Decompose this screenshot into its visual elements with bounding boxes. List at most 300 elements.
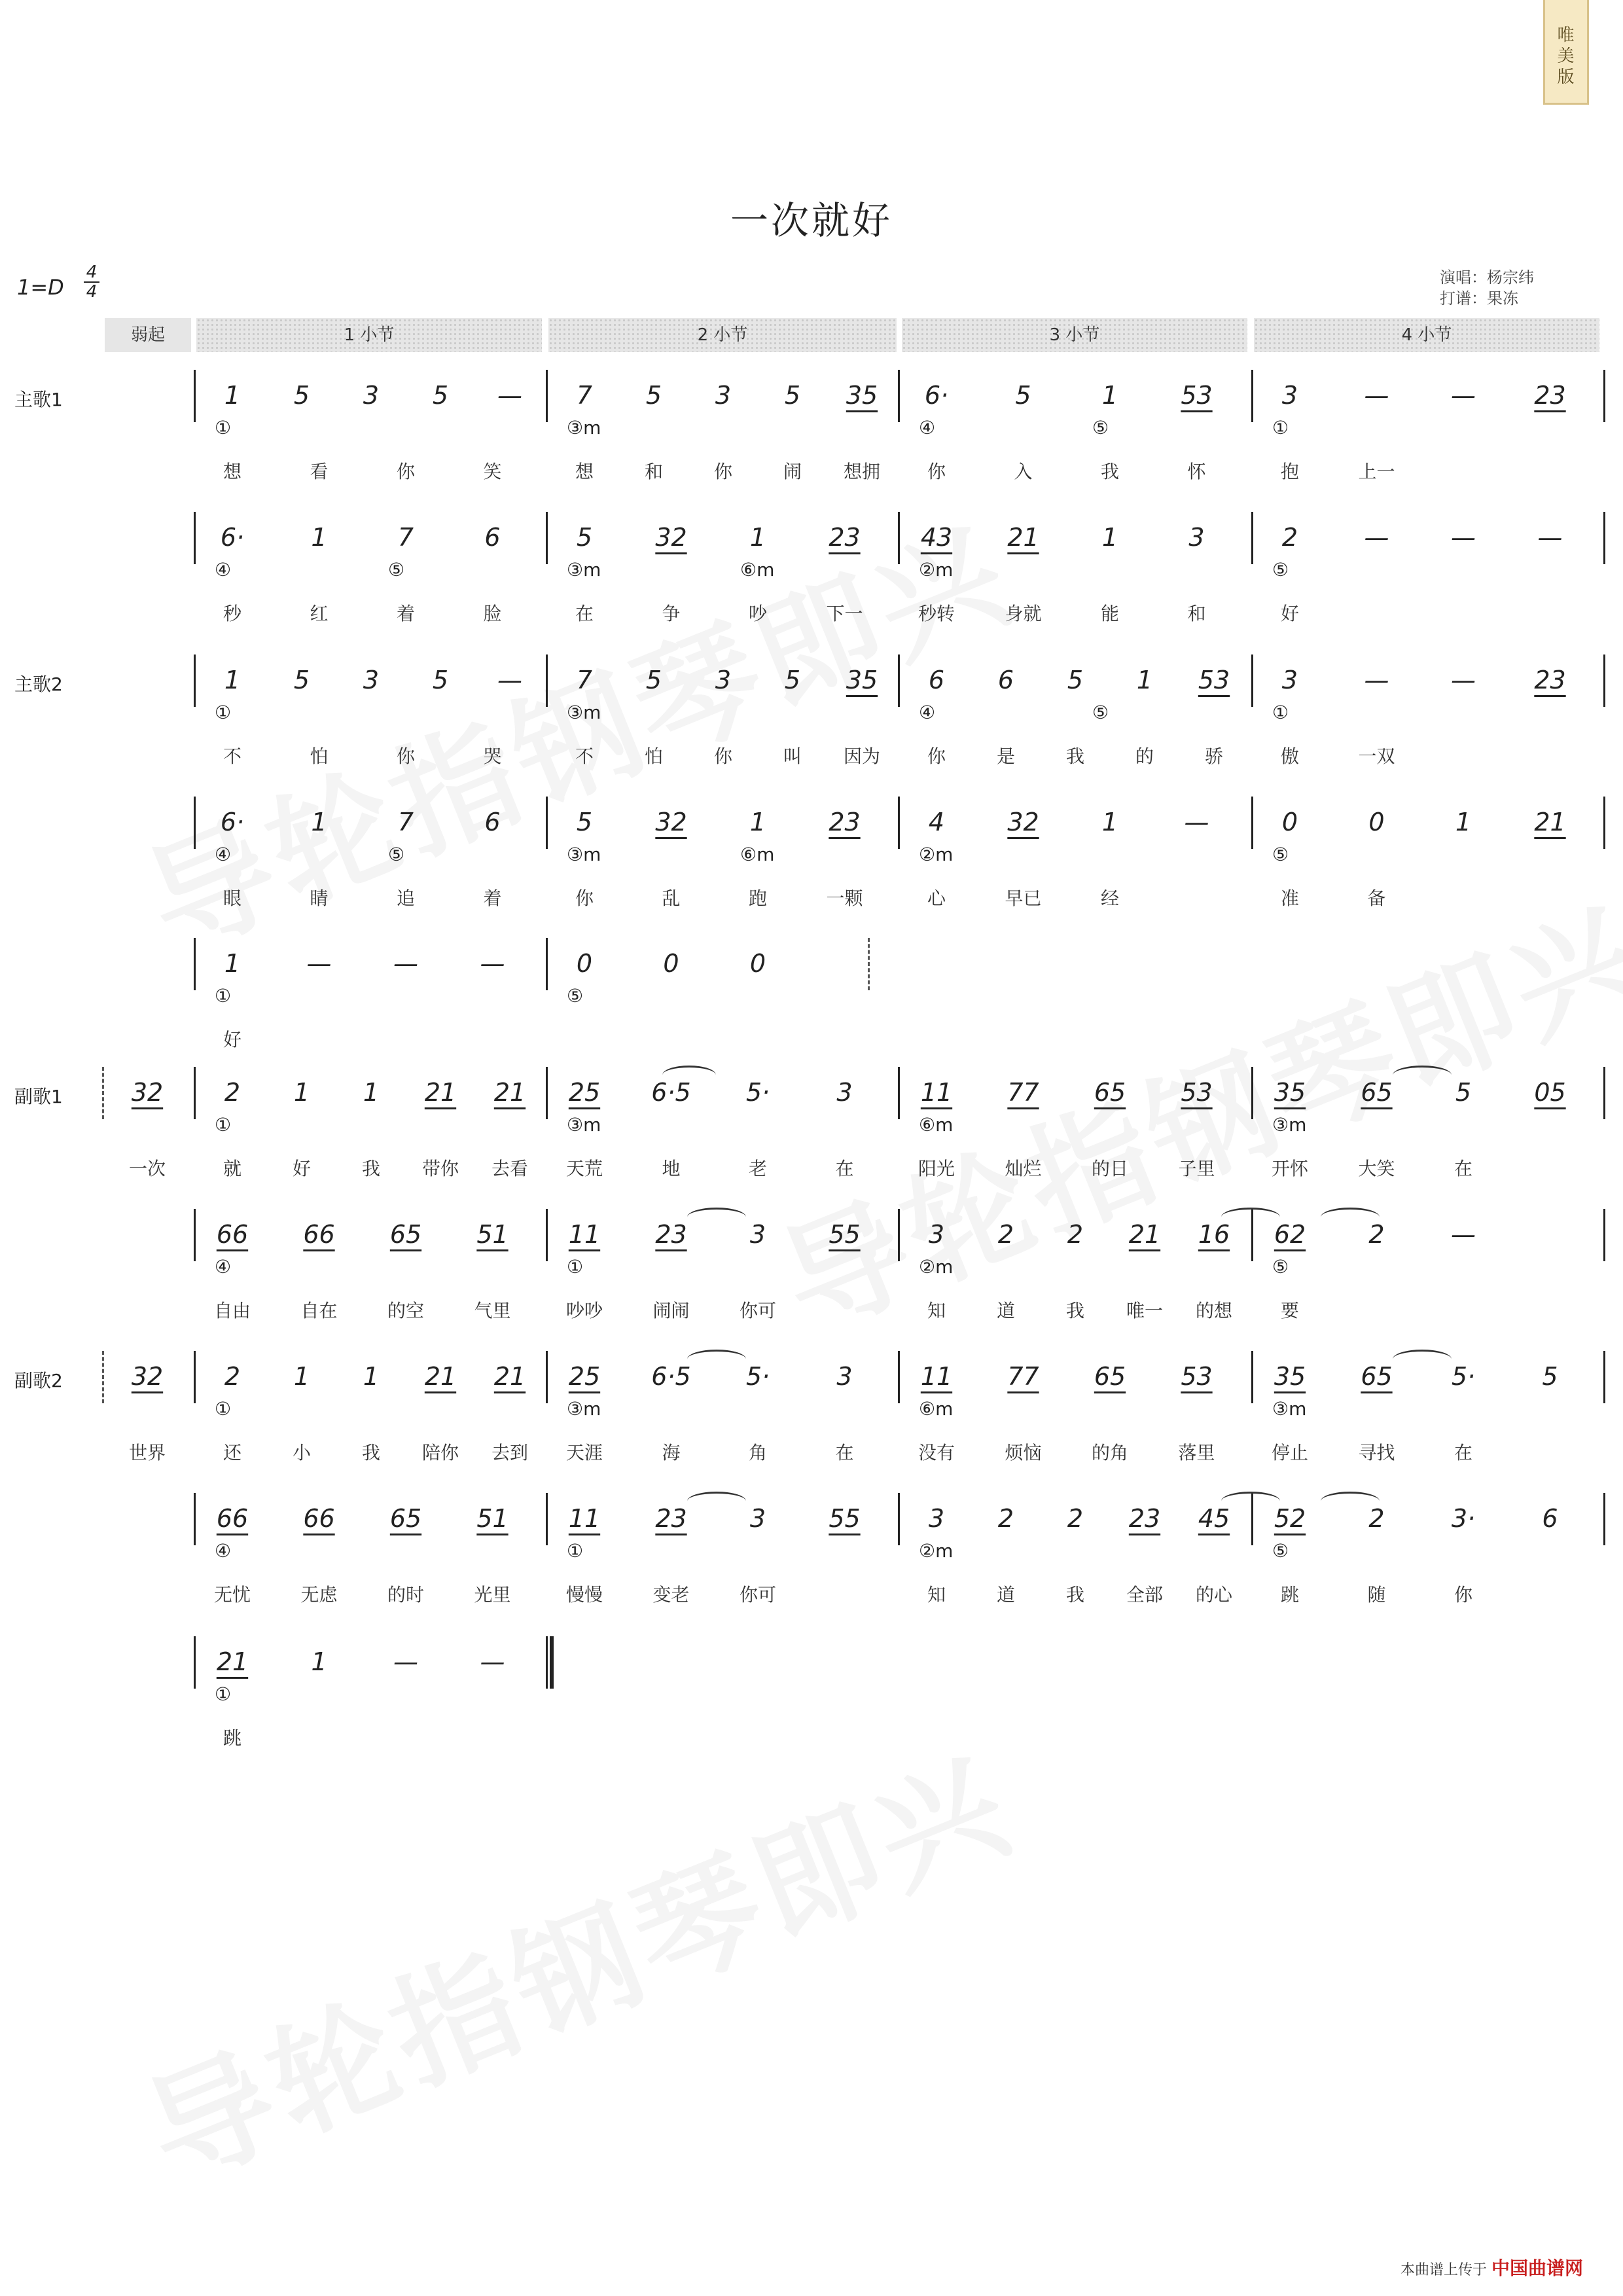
barline bbox=[1251, 1067, 1253, 1119]
tie-slur bbox=[1321, 1208, 1380, 1227]
lyric: 道 bbox=[996, 1584, 1015, 1605]
barline bbox=[1251, 512, 1253, 564]
lyric: 好 bbox=[1280, 603, 1299, 624]
note: 3 bbox=[363, 666, 380, 694]
lyric: 天涯 bbox=[565, 1442, 603, 1463]
string-marker: ②m bbox=[919, 1256, 954, 1278]
note: 3 bbox=[1188, 523, 1205, 552]
note: 6 bbox=[928, 666, 945, 694]
section-label: 主歌2 bbox=[14, 673, 63, 695]
barline bbox=[194, 1209, 196, 1261]
lyric: 在 bbox=[835, 1158, 854, 1179]
note: 5 bbox=[784, 666, 801, 694]
pickup-lyric: 一次 bbox=[128, 1158, 166, 1179]
note: 5 bbox=[576, 808, 593, 836]
lyric: 大笑 bbox=[1358, 1158, 1395, 1179]
footer-brand: 中国曲谱网 bbox=[1491, 2257, 1584, 2279]
barline bbox=[194, 1351, 196, 1403]
note: 6· bbox=[220, 808, 245, 836]
note: 1 bbox=[311, 523, 327, 552]
time-signature-bottom: 4 bbox=[84, 281, 99, 301]
pickup-note: 32 bbox=[131, 1362, 164, 1391]
lyric: 跳 bbox=[223, 1727, 241, 1749]
lyric: 光里 bbox=[474, 1584, 511, 1605]
note: 05 bbox=[1534, 1078, 1566, 1107]
lyric: 在 bbox=[1454, 1442, 1472, 1463]
header-pickup: 弱起 bbox=[105, 318, 191, 352]
lyric: 的心 bbox=[1195, 1584, 1232, 1605]
note: 55 bbox=[829, 1504, 861, 1533]
note: 6·5 bbox=[651, 1362, 691, 1391]
note: 2 bbox=[1368, 1220, 1385, 1249]
lyric: 的 bbox=[1135, 745, 1154, 767]
lyric: 你可 bbox=[739, 1584, 776, 1605]
note: 21 bbox=[493, 1078, 526, 1107]
lyric: 你 bbox=[713, 461, 732, 482]
tie-slur bbox=[1221, 1208, 1280, 1227]
lyric: 的角 bbox=[1091, 1442, 1128, 1463]
note: — bbox=[480, 949, 505, 978]
note: 3 bbox=[749, 1220, 766, 1249]
barline bbox=[546, 655, 548, 707]
lyric: 追 bbox=[396, 888, 415, 909]
lyric: 寻找 bbox=[1358, 1442, 1395, 1463]
lyric: 阳光 bbox=[918, 1158, 955, 1179]
lyric: 备 bbox=[1367, 888, 1386, 909]
note: 2 bbox=[224, 1078, 241, 1107]
note: 53 bbox=[1181, 381, 1213, 410]
note: 6· bbox=[220, 523, 245, 552]
note: — bbox=[393, 949, 418, 978]
note: 3 bbox=[1281, 666, 1298, 694]
string-marker: ③m bbox=[567, 702, 601, 723]
string-marker: ③m bbox=[567, 559, 601, 581]
note: 66 bbox=[303, 1504, 335, 1533]
barline bbox=[898, 512, 900, 564]
lyric: 是 bbox=[996, 745, 1015, 767]
note: 32 bbox=[655, 808, 687, 836]
string-marker: ④ bbox=[215, 1256, 232, 1278]
lyric: 慢慢 bbox=[565, 1584, 603, 1605]
lyric: 还 bbox=[223, 1442, 241, 1463]
tie-slur bbox=[687, 1492, 746, 1511]
time-signature-top: 4 bbox=[86, 262, 98, 282]
lyric: 跳 bbox=[1280, 1584, 1299, 1605]
note: 23 bbox=[1534, 381, 1566, 410]
lyric: 看 bbox=[310, 461, 329, 482]
lyric: 傲 bbox=[1280, 745, 1299, 767]
note: 0 bbox=[1281, 808, 1298, 836]
string-marker: ⑤ bbox=[1272, 559, 1289, 581]
lyric: 一双 bbox=[1358, 745, 1395, 767]
note: 1 bbox=[1136, 666, 1153, 694]
lyric: 在 bbox=[835, 1442, 854, 1463]
pickup-barline bbox=[102, 1067, 104, 1119]
note: 52 bbox=[1274, 1504, 1306, 1533]
lyric: 我 bbox=[1065, 745, 1084, 767]
string-marker: ③m bbox=[567, 1114, 601, 1136]
lyric: 哭 bbox=[483, 745, 502, 767]
lyric: 老 bbox=[748, 1158, 767, 1179]
lyric: 闹 bbox=[783, 461, 802, 482]
note: 1 bbox=[1101, 381, 1118, 410]
note: 1 bbox=[1101, 808, 1118, 836]
note: 7 bbox=[576, 666, 593, 694]
lyric: 跑 bbox=[748, 888, 767, 909]
lyric: 全部 bbox=[1126, 1584, 1163, 1605]
lyric: 角 bbox=[748, 1442, 767, 1463]
string-marker: ②m bbox=[919, 1540, 954, 1562]
barline bbox=[194, 370, 196, 422]
note: 5 bbox=[432, 666, 449, 694]
string-marker: ③m bbox=[567, 1398, 601, 1420]
note: 25 bbox=[568, 1078, 601, 1107]
string-marker: ① bbox=[215, 985, 232, 1007]
section-label: 副歌1 bbox=[14, 1086, 63, 1107]
note: 32 bbox=[1007, 808, 1039, 836]
lyric: 陪你 bbox=[421, 1442, 459, 1463]
note: 1 bbox=[224, 381, 241, 410]
note: 5· bbox=[745, 1362, 770, 1391]
string-marker: ⑤ bbox=[1272, 844, 1289, 865]
lyric: 我 bbox=[361, 1158, 380, 1179]
lyric: 能 bbox=[1100, 603, 1119, 624]
note: 2 bbox=[1368, 1504, 1385, 1533]
note: 5· bbox=[745, 1078, 770, 1107]
barline bbox=[898, 797, 900, 849]
pickup-note: 32 bbox=[131, 1078, 164, 1107]
note: 5 bbox=[576, 523, 593, 552]
string-marker: ⑤ bbox=[388, 844, 405, 865]
lyric: 我 bbox=[1100, 461, 1119, 482]
lyric: 和 bbox=[1187, 603, 1206, 624]
lyric: 好 bbox=[223, 1029, 241, 1050]
lyric: 地 bbox=[662, 1158, 681, 1179]
note: 32 bbox=[655, 523, 687, 552]
time-signature bbox=[84, 263, 99, 301]
lyric: 唯一 bbox=[1126, 1300, 1163, 1321]
note: 23 bbox=[829, 808, 861, 836]
note: 65 bbox=[1361, 1078, 1393, 1107]
watermark-3 bbox=[118, 1707, 1034, 2216]
tie-slur bbox=[1393, 1066, 1452, 1085]
string-marker: ④ bbox=[215, 559, 232, 581]
lyric: 身就 bbox=[1005, 603, 1042, 624]
note: 1 bbox=[363, 1078, 380, 1107]
note: 1 bbox=[749, 523, 766, 552]
string-marker: ④ bbox=[919, 702, 936, 723]
note: 6 bbox=[484, 523, 501, 552]
note: 2 bbox=[1067, 1220, 1084, 1249]
lyric: 准 bbox=[1280, 888, 1299, 909]
lyric: 开怀 bbox=[1271, 1158, 1308, 1179]
barline bbox=[194, 1636, 196, 1689]
note: 21 bbox=[1007, 523, 1039, 552]
barline bbox=[546, 797, 548, 849]
lyric: 红 bbox=[310, 603, 329, 624]
lyric: 去到 bbox=[491, 1442, 528, 1463]
barline bbox=[194, 655, 196, 707]
note: 66 bbox=[216, 1220, 249, 1249]
note: 45 bbox=[1198, 1504, 1230, 1533]
note: — bbox=[1364, 666, 1389, 694]
note: — bbox=[480, 1647, 505, 1676]
header-measure-1: 1 小节 bbox=[196, 318, 542, 352]
note: 35 bbox=[846, 666, 878, 694]
note: 6 bbox=[997, 666, 1014, 694]
note: 5 bbox=[1015, 381, 1031, 410]
note: 3 bbox=[836, 1078, 853, 1107]
barline bbox=[1251, 370, 1253, 422]
note: 11 bbox=[920, 1362, 953, 1391]
note: — bbox=[1184, 808, 1209, 836]
note: 66 bbox=[303, 1220, 335, 1249]
note: 3 bbox=[715, 666, 732, 694]
note: 7 bbox=[397, 808, 414, 836]
note: 23 bbox=[655, 1220, 687, 1249]
lyric: 你 bbox=[927, 745, 946, 767]
lyric: 吵 bbox=[748, 603, 767, 624]
lyric: 我 bbox=[1065, 1300, 1084, 1321]
note: 51 bbox=[476, 1504, 508, 1533]
string-marker: ① bbox=[215, 1683, 232, 1705]
lyric: 的想 bbox=[1195, 1300, 1232, 1321]
note: 62 bbox=[1274, 1220, 1306, 1249]
end-barline bbox=[1603, 797, 1605, 849]
watermark-2 bbox=[753, 856, 1623, 1365]
string-marker: ②m bbox=[919, 844, 954, 865]
lyric: 入 bbox=[1014, 461, 1033, 482]
string-marker: ⑥m bbox=[919, 1114, 954, 1136]
string-marker: ⑤ bbox=[1092, 702, 1109, 723]
lyric: 抱 bbox=[1280, 461, 1299, 482]
barline bbox=[194, 938, 196, 990]
barline bbox=[194, 797, 196, 849]
tie-slur bbox=[687, 1350, 746, 1369]
barline bbox=[898, 655, 900, 707]
lyric: 着 bbox=[483, 888, 502, 909]
note: 3· bbox=[1451, 1504, 1476, 1533]
note: 5 bbox=[1067, 666, 1084, 694]
string-marker: ⑥m bbox=[740, 844, 775, 865]
lyric: 去看 bbox=[491, 1158, 528, 1179]
lyric: 变老 bbox=[652, 1584, 690, 1605]
lyric: 怀 bbox=[1187, 461, 1206, 482]
note: 5 bbox=[432, 381, 449, 410]
note: — bbox=[1451, 381, 1476, 410]
lyric: 眼 bbox=[223, 888, 241, 909]
string-marker: ⑤ bbox=[1272, 1256, 1289, 1278]
header-measure-4: 4 小节 bbox=[1254, 318, 1599, 352]
lyric: 你 bbox=[1454, 1584, 1472, 1605]
note: 11 bbox=[568, 1220, 601, 1249]
lyric: 心 bbox=[927, 888, 946, 909]
lyric: 你可 bbox=[739, 1300, 776, 1321]
note: 51 bbox=[476, 1220, 508, 1249]
lyric: 一颗 bbox=[826, 888, 863, 909]
note: — bbox=[497, 381, 522, 410]
note: 1 bbox=[224, 949, 241, 978]
note: 3 bbox=[749, 1504, 766, 1533]
tie-slur bbox=[687, 1208, 746, 1227]
note: — bbox=[1364, 523, 1389, 552]
lyric: 叫 bbox=[783, 745, 802, 767]
lyric: 下一 bbox=[826, 603, 863, 624]
end-barline bbox=[1603, 1209, 1605, 1261]
header-measure-2: 2 小节 bbox=[548, 318, 897, 352]
pickup-barline bbox=[102, 1351, 104, 1403]
lyric: 秒 bbox=[223, 603, 241, 624]
note: 23 bbox=[1128, 1504, 1161, 1533]
note: 77 bbox=[1007, 1362, 1039, 1391]
section-label: 主歌1 bbox=[14, 389, 63, 410]
lyric: 你 bbox=[396, 745, 415, 767]
note: 23 bbox=[829, 523, 861, 552]
string-marker: ⑥m bbox=[740, 559, 775, 581]
note: 3 bbox=[928, 1220, 945, 1249]
note: 35 bbox=[846, 381, 878, 410]
lyric: 的时 bbox=[387, 1584, 424, 1605]
barline bbox=[546, 1351, 548, 1403]
note: 0 bbox=[749, 949, 766, 978]
transcriber-credit: 打谱：果冻 bbox=[1440, 289, 1518, 308]
note: 1 bbox=[1101, 523, 1118, 552]
string-marker: ⑤ bbox=[1092, 417, 1109, 439]
note: 55 bbox=[829, 1220, 861, 1249]
note: — bbox=[497, 666, 522, 694]
tie-slur bbox=[1321, 1492, 1380, 1511]
note: 65 bbox=[1094, 1362, 1126, 1391]
song-title: 一次就好 bbox=[730, 198, 893, 243]
string-marker: ① bbox=[215, 702, 232, 723]
lyric: 想拥 bbox=[843, 461, 880, 482]
note: 3 bbox=[1281, 381, 1298, 410]
lyric: 脸 bbox=[483, 603, 502, 624]
string-marker: ③m bbox=[1272, 1398, 1307, 1420]
note: 7 bbox=[576, 381, 593, 410]
note: 6· bbox=[924, 381, 949, 410]
end-barline bbox=[868, 938, 870, 990]
note: 3 bbox=[363, 381, 380, 410]
note: 1 bbox=[293, 1362, 310, 1391]
lyric: 的日 bbox=[1091, 1158, 1128, 1179]
lyric: 和 bbox=[644, 461, 663, 482]
string-marker: ① bbox=[215, 417, 232, 439]
note: 1 bbox=[749, 808, 766, 836]
note: 21 bbox=[1534, 808, 1566, 836]
note: 11 bbox=[920, 1078, 953, 1107]
lyric: 没有 bbox=[918, 1442, 955, 1463]
note: 21 bbox=[216, 1647, 249, 1676]
lyric: 就 bbox=[223, 1158, 241, 1179]
lyric: 带你 bbox=[421, 1158, 459, 1179]
string-marker: ④ bbox=[919, 417, 936, 439]
barline bbox=[1251, 655, 1253, 707]
note: 2 bbox=[1067, 1504, 1084, 1533]
lyric: 随 bbox=[1367, 1584, 1386, 1605]
lyric: 知 bbox=[927, 1300, 946, 1321]
note: 1 bbox=[224, 666, 241, 694]
note: 2 bbox=[997, 1504, 1014, 1533]
note: 25 bbox=[568, 1362, 601, 1391]
note: 3 bbox=[715, 381, 732, 410]
tie-slur bbox=[1221, 1492, 1280, 1511]
string-marker: ① bbox=[567, 1540, 584, 1562]
note: 21 bbox=[424, 1362, 457, 1391]
note: 5 bbox=[293, 666, 310, 694]
end-barline bbox=[1603, 1067, 1605, 1119]
lyric: 秒转 bbox=[918, 603, 955, 624]
lyric: 想 bbox=[223, 461, 241, 482]
string-marker: ③m bbox=[1272, 1114, 1307, 1136]
note: — bbox=[1451, 1220, 1476, 1249]
end-barline bbox=[1603, 370, 1605, 422]
lyric: 乱 bbox=[662, 888, 681, 909]
string-marker: ⑤ bbox=[567, 985, 584, 1007]
note: 65 bbox=[1094, 1078, 1126, 1107]
note: 2 bbox=[997, 1220, 1014, 1249]
lyric: 灿烂 bbox=[1005, 1158, 1042, 1179]
lyric: 你 bbox=[575, 888, 594, 909]
lyric: 上一 bbox=[1358, 461, 1395, 482]
lyric: 争 bbox=[662, 603, 681, 624]
lyric: 自由 bbox=[213, 1300, 251, 1321]
lyric: 你 bbox=[927, 461, 946, 482]
section-label: 副歌2 bbox=[14, 1370, 63, 1391]
lyric: 无忧 bbox=[213, 1584, 251, 1605]
lyric: 不 bbox=[575, 745, 594, 767]
lyric: 天荒 bbox=[565, 1158, 603, 1179]
lyric: 我 bbox=[1065, 1584, 1084, 1605]
lyric: 气里 bbox=[474, 1300, 511, 1321]
note: 1 bbox=[311, 1647, 327, 1676]
lyric: 好 bbox=[292, 1158, 311, 1179]
note: 0 bbox=[576, 949, 593, 978]
lyric: 在 bbox=[575, 603, 594, 624]
string-marker: ① bbox=[1272, 702, 1289, 723]
note: 5 bbox=[1542, 1362, 1558, 1391]
string-marker: ②m bbox=[919, 559, 954, 581]
note: 5 bbox=[645, 381, 662, 410]
barline bbox=[898, 1209, 900, 1261]
barline bbox=[898, 1493, 900, 1545]
note: 5 bbox=[645, 666, 662, 694]
lyric: 笑 bbox=[483, 461, 502, 482]
note: 65 bbox=[1361, 1362, 1393, 1391]
note: 6 bbox=[484, 808, 501, 836]
barline bbox=[898, 1351, 900, 1403]
edition-badge: 唯美版 bbox=[1543, 0, 1589, 105]
note: — bbox=[393, 1647, 418, 1676]
note: 3 bbox=[928, 1504, 945, 1533]
note: — bbox=[1451, 666, 1476, 694]
lyric: 海 bbox=[662, 1442, 681, 1463]
barline bbox=[546, 1493, 548, 1545]
note: 5· bbox=[1451, 1362, 1476, 1391]
note: 53 bbox=[1181, 1362, 1213, 1391]
note: 65 bbox=[389, 1504, 422, 1533]
string-marker: ④ bbox=[215, 1540, 232, 1562]
barline bbox=[898, 370, 900, 422]
tie-slur bbox=[1393, 1350, 1452, 1369]
note: 16 bbox=[1198, 1220, 1230, 1249]
barline bbox=[898, 1067, 900, 1119]
lyric: 无虑 bbox=[300, 1584, 338, 1605]
pickup-lyric: 世界 bbox=[128, 1442, 166, 1463]
note: 7 bbox=[397, 523, 414, 552]
note: 0 bbox=[663, 949, 679, 978]
lyric: 吵吵 bbox=[565, 1300, 603, 1321]
